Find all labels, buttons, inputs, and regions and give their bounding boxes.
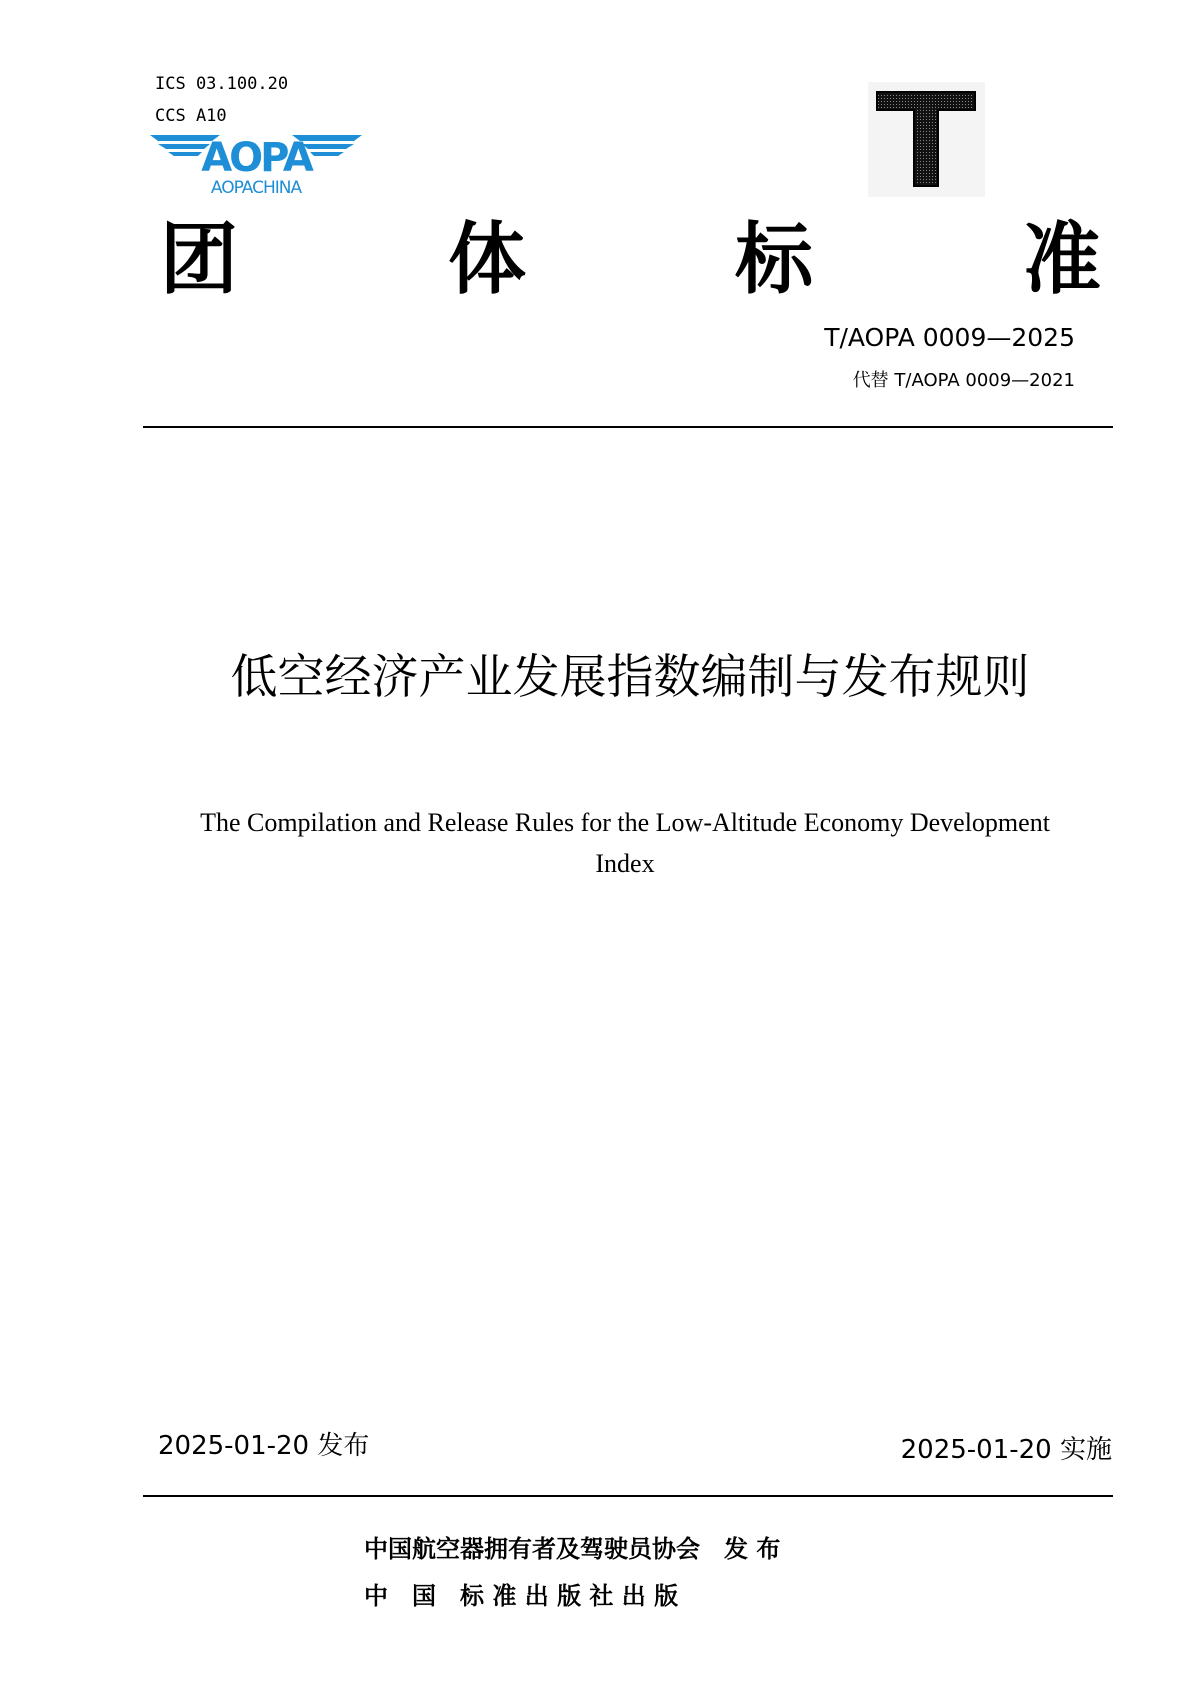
- t-mark-text: T: [925, 162, 927, 163]
- chinese-title: 低空经济产业发展指数编制与发布规则: [230, 650, 1030, 705]
- standard-type-char-3: 标: [735, 215, 814, 305]
- bottom-divider: [143, 1495, 1113, 1497]
- replaces-standard: 代替 T/AOPA 0009—2021: [852, 370, 1075, 391]
- aopa-logo-graphic: [150, 133, 362, 199]
- english-title-line-1: The Compilation and Release Rules for the Low-Altitude Economy Development: [200, 808, 1050, 837]
- t-category-mark: [868, 82, 985, 197]
- publisher-line: 中国航空器拥有者及驾驶员协会 发 布: [364, 1535, 781, 1563]
- standard-type-char-1: 团: [160, 215, 239, 305]
- top-divider: [143, 426, 1113, 428]
- printer-line: 中 国 标 准 出 版 社 出 版: [364, 1582, 679, 1610]
- standard-number: T/AOPA 0009—2025: [824, 323, 1075, 352]
- english-title: [160, 802, 1090, 884]
- aopa-china-logo: [150, 133, 362, 199]
- english-title-line-2: Index: [595, 849, 655, 878]
- logo-big-text: AOPA: [201, 135, 311, 181]
- logo-sub-text: AOPACHINA: [210, 178, 302, 198]
- standard-type-char-4: 准: [1023, 215, 1102, 305]
- ics-code: ICS 03.100.20: [155, 74, 289, 94]
- standard-type-char-2: 体: [448, 215, 527, 305]
- ccs-code: CCS A10: [155, 106, 227, 126]
- implementation-date: 2025-01-20 实施: [900, 1435, 1112, 1465]
- issue-date: 2025-01-20 发布: [158, 1431, 370, 1461]
